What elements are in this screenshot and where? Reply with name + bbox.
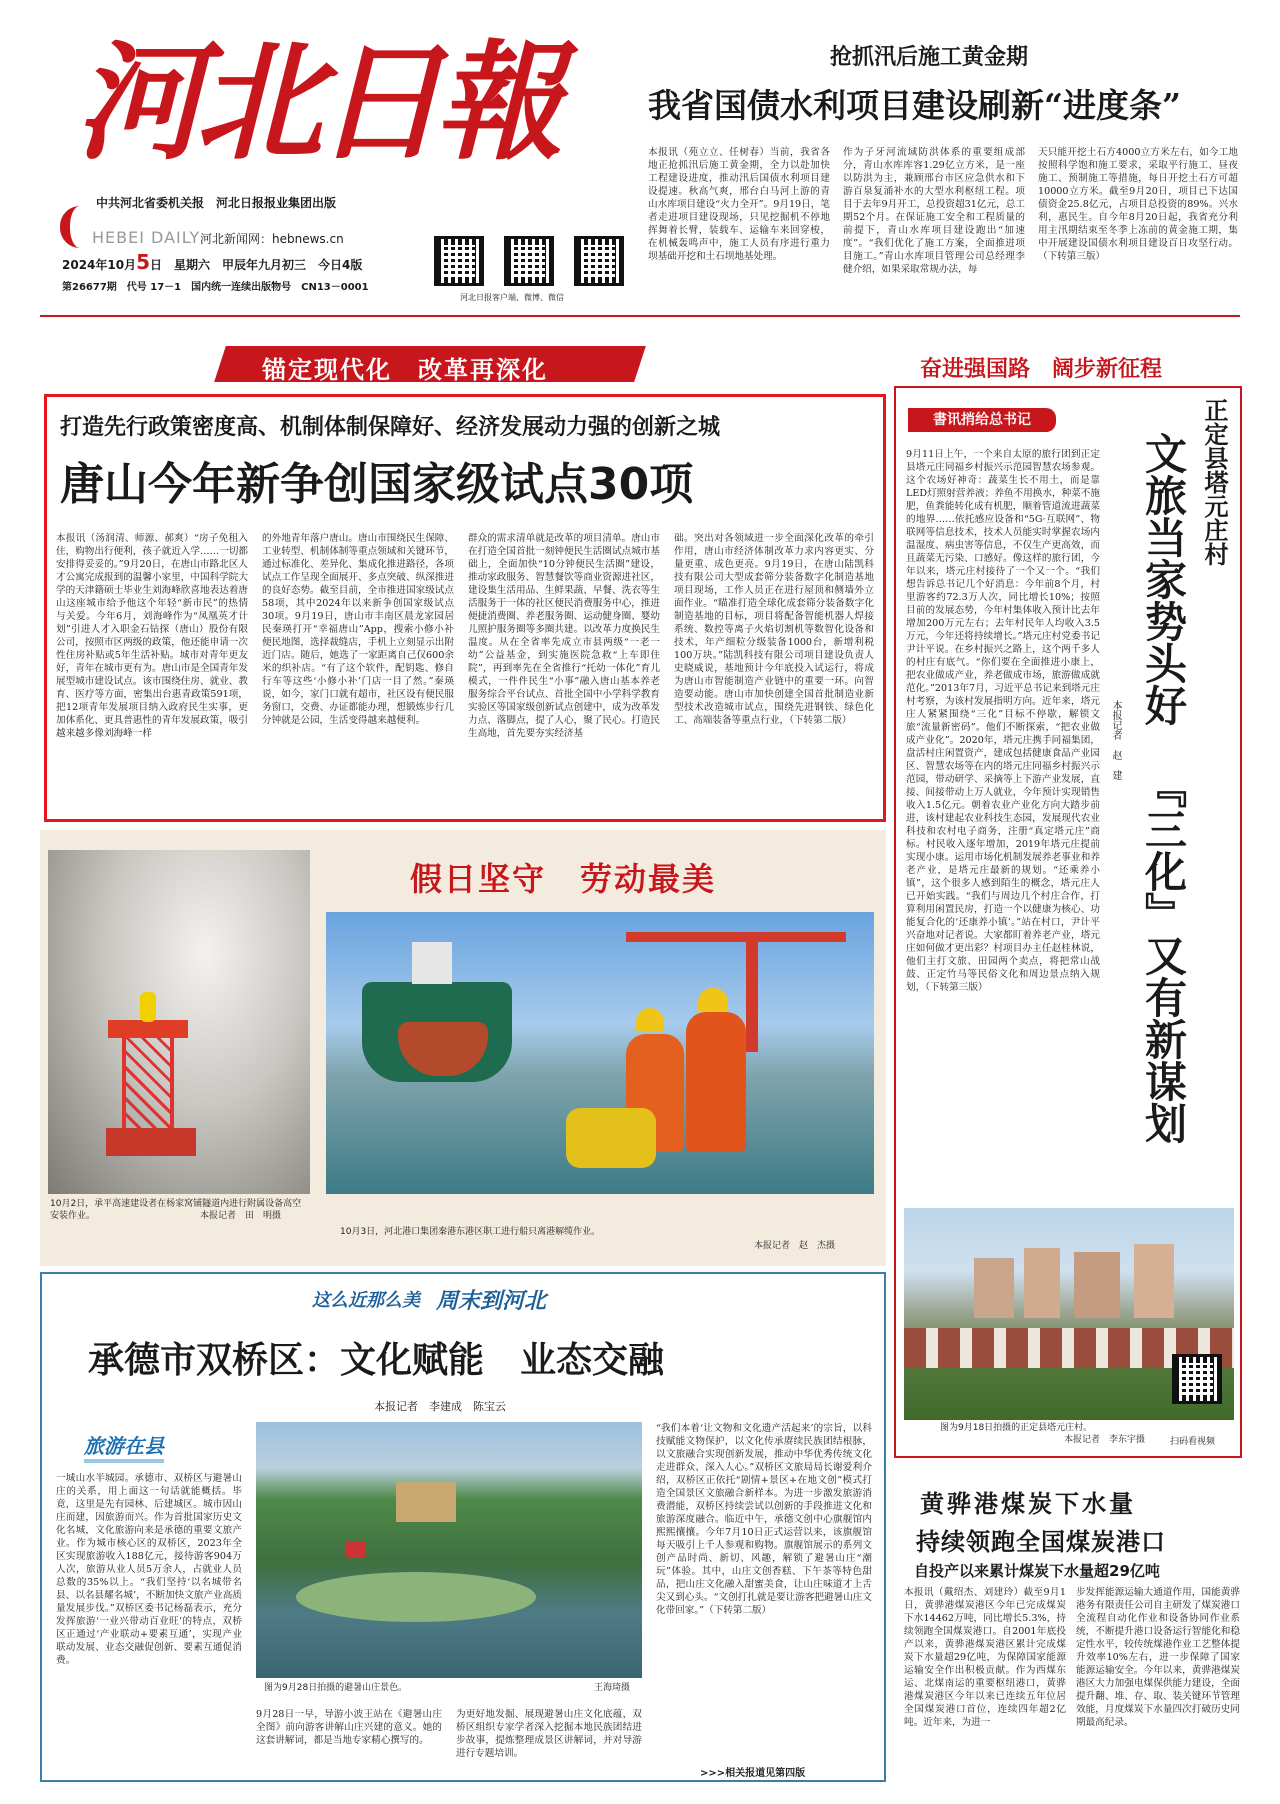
masthead-english: HEBEI DAILY — [92, 228, 201, 247]
feature-byline: 本报记者 李建成 陈宝云 — [374, 1400, 506, 1413]
side-badge: 書讯捎给总书记 — [908, 408, 1056, 432]
lead-headline: 唐山今年新争创国家级试点30项 — [60, 459, 694, 510]
lead-subtitle: 打造先行政策密度高、机制体制保障好、经济发展动力强的创新之城 — [60, 414, 721, 440]
lead-col: 群众的需求清单就是改革的项目清单。唐山市在打造全国首批一刻钟便民生活圈试点城市基础上，全面加快“10分钟便民生活圈”建设，推动家政服务、智慧餐饮等商业资源进社区，建设集生活用品、生鲜果蔬、早餐、洗衣等生活服务于一体的社区便民消费服务中心，推进便捷消费圈、养老服务圈、运动健身圈、婴幼儿照护服务圈等多圈共建。以改革力度换民生温度。从在全省率先成立市县两级“一老一幼”公益基金，到实施医院急救“上车即住院”，再到率先在全省推行“托幼一体化”育儿模式，一件件民生“小事”融入唐山基本养老服务综合平台试点、首批全国中小学科学教育实验区等国家级创新试点创建中，成为改革发力点、落脚点，提了人心，聚了民心。打造民生高地，首先要夯实经济基 — [468, 533, 660, 739]
date-prefix: 2024年10月 — [62, 258, 137, 272]
port-caption: 10月3日，河北港口集团秦港东港区职工进行船只离港解缆作业。 — [340, 1227, 601, 1237]
tunnel-credit: 本报记者 田 明摄 — [200, 1211, 282, 1221]
side-photo-credit: 本报记者 李东宇摄 — [1064, 1435, 1146, 1445]
masthead-serial: 第26677期 代号 17－1 国内统一连续出版物号 CN13－0001 — [62, 282, 369, 293]
banner-left-text: 锚定现代化 改革再深化 — [262, 356, 548, 384]
resort-photo-credit: 王海琦摄 — [594, 1683, 631, 1693]
divider — [40, 315, 1240, 317]
lead-col: 的外地青年落户唐山。唐山市围绕民生保障、工业转型、机制体制等重点领域和关键环节，通过标准化、差异化、集成化推进路径，各项试点工作呈现全面展开、多点突破、纵深推进的良好态势。截至目前，全市推进国家级试点58项，其中2024年以来新争创国家级试点30项。9月19日，唐山市丰南区晨龙家园居民秦瑛打开“幸福唐山”App，搜索小修小补便民地图，选择裁缝店，手机上立刻显示出附近门店。随后，她选了一家距离自己仅600余米的织补店。“有了这个软件，配钥匙、修自行车等这些‘小修小补’门店一目了然。”秦瑛说，如今，家门口就有超市，社区设有便民服务窗口，交费、办证都能办理，想锻炼步行几分钟就是公园，生活变得越来越便利。 — [262, 533, 454, 726]
side-village: 正定县塔元庄村 — [1200, 398, 1229, 566]
qr-code-icon[interactable] — [1172, 1354, 1222, 1404]
feature-tag: 旅游在县 — [84, 1430, 164, 1463]
coal-col: 本报讯（戴绍杰、刘建玲）截至9月1日，黄骅港煤炭港区今年已完成煤炭下水14462万吨，同比增长5.3%，持续领跑全国煤炭港口。自2001年底投产以来，黄骅港煤炭港区累计完成煤炭下水量超29亿吨，为保障国家能源运输安全作出积极贡献。作为西煤东运、北煤南运的重要枢纽港口，黄骅港煤炭港区今年以来已连续五年位居全国煤炭港口首位，连续四年超2亿吨。近年来，为进一 — [904, 1587, 1066, 1728]
top-story-col: 本报讯（苑立立、任树春）当前，我省各地正抢抓汛后施工黄金期，全力以赴加快工程建设进度，推动汛后国债水利项目建设提速。秋高气爽，邢台白马河上游的青山水库项目建设“火力全开”。9月19日，笔者走进项目建设现场，只见挖掘机不停地挥舞着长臂，装载车、运输车来回穿梭，在机械轰鸣声中，施工人员有序进行重力坝基础开挖和土石坝地基处理。 — [648, 147, 830, 262]
tunnel-caption: 10月2日，承平高速建设者在杨家窝铺隧道内进行附属设备高空安装作业。 — [50, 1199, 302, 1221]
coal-headline-b: 持续领跑全国煤炭港口 — [916, 1527, 1166, 1556]
date-suffix: 日 星期六 甲辰年九月初三 今日4版 — [150, 258, 363, 272]
coal-col: 步发挥能源运输大通道作用，国能黄骅港务有限责任公司自主研发了煤炭港口全流程自动化作业和设备协同作业系统，不断提升港口设备运行智能化和稳定性水平，较传统煤港作业工艺整体提升效率10%左右，进一步保障了国家能源运输安全。今年以来，黄骅港煤炭港区大力加强电煤保供能力建设，全面提升翻、堆、存、取、装关键环节管理效能，月度煤炭下水量四次打破历史同期最高纪录。 — [1076, 1587, 1240, 1728]
resort-photo-caption: 图为9月28日拍摄的避暑山庄景色。 — [264, 1683, 408, 1693]
side-qr-caption: 扫码看视频 — [1170, 1437, 1216, 1447]
tunnel-photo — [48, 850, 310, 1194]
feature-slogan-b: 周末到河北 — [436, 1289, 547, 1314]
feature-headline: 承德市双桥区：文化赋能 业态交融 — [88, 1339, 665, 1381]
summer-resort-photo — [256, 1422, 642, 1678]
feature-ref-link[interactable]: >>>相关报道见第四版 — [700, 1768, 806, 1779]
feature-col: 为更好地发掘、展现避暑山庄文化底蕴，双桥区组织专家学者深入挖掘本地民族团结进步故事，提炼整理成景区讲解词，并对导游进行专题培训。 — [456, 1709, 642, 1759]
qr-code-icon[interactable] — [434, 236, 484, 286]
lead-col: 础。突出对各领域进一步全面深化改革的牵引作用，唐山市经济体制改革力求内容更实、分量更重、成色更亮。9月19日，在唐山陆凯科技有限公司大型成套筛分装备数字化制造基地项目现场，工作人员正在进行屋顶和侧墙外立面作业。“瞄准打造全球化成套筛分装备数字化制造基地的目标，项目将配备智能机器人焊接系统、数控等离子火焰切割机等数智化设备和技术，年产细粒分级装备1000台，新增利税100万块。”陆凯科技有限公司项目建设负责人史晓威说，基地预计今年底投入试运行，将成为唐山市智能制造产业链中的重要一环。向智造要动能。唐山市加快创建全国首批制造业新型技术改造城市试点，围绕先进钢铁、绿色化工、高端装备等重点行业，（下转第二版） — [674, 533, 874, 726]
port-photo — [326, 912, 874, 1194]
side-body: 9月11日上午，一个来自太原的旅行团到正定县塔元庄同福乡村振兴示范园智慧农场参观。这个农场好神奇：蔬菜生长不用土，而是靠LED灯照射营养液；养鱼不用换水，种菜不施肥，鱼粪能转化成有机肥，顺着管道流进蔬菜的地界……依托感应设备和“5G·互联网”、物联网等信息技术，技术人员能实时掌握农场内温湿度、病虫害等信息，不仅生产更高效，而且蔬菜无污染、口感好。像这样的旅行团，今年以来，塔元庄村接待了一个又一个。“我们想告诉总书记几个好消息：今年前8个月，村里游客约72.3万人次，同比增长10%；按照目前的发展态势，今年村集体收入预计比去年增加200万元左右；去年村民年人均收入3.5万元，今年还将持续增长。”塔元庄村党委书记尹计平说。在乡村振兴之路上，这个两千多人的村庄有底气。“你们要在全面推进小康上，把农业做成产业，养老做成市场，旅游做成就范化。”2013年7月，习近平总书记来到塔元庄村考察，为该村发展指明方向。近年来，塔元庄人紧紧围绕“三化”目标不停歇，解锁文旅“流量新密码”。他们不断探索，“把农业做成产业化”。2020年，塔元庄携手同福集团，盘活村庄闲置资产，建成包括健康食品产业园区、智慧农场等在内的塔元庄同福乡村振兴示范园，带动研学、采摘等上下游产业发展，直接、间接带动上万人就业，今年预计实现销售收入1.5亿元。朝着农业产业化方向大踏步前进，该村建起农业科技生态园，发展现代农业科技和农村电子商务，注册“真定塔元庄”商标。村民收入逐年增加，2019年塔元庄提前实现小康。运用市场化机制发展养老事业和养老产业，是塔元庄最新的规划。“还乘养小镇”，这个很多人感到陌生的概念，塔元庄人已开始实践。“我们与周边几个村庄合作，打算利用闲置民房，打造一个以健康为核心、功能复合化的‘还康养小镇’。”站在村口，尹计平兴奋地对记者说。大家都盯着养老产业，塔元庄如何做才更出彩？村项目办主任赵桂林说，他们主打文旅、田园两个卖点，将把常山战鼓、正定竹马等民俗文化和周边景点纳入规划，（下转第三版） — [906, 449, 1100, 993]
masthead-title: 河北日報 — [75, 28, 556, 178]
lead-col: 本报讯（汤润清、师源、郝爽）“房子免租入住，购物出行便利，孩子就近入学……一切都安排得妥妥的。”9月20日，在唐山市路北区人才公寓完成报到的温馨小家里，中国科学院大学的天津籍硕士毕业生刘海峰欣喜地表达着唐山这座城市给予他这个年轻“新市民”的热情与关爱。今年6月，刘海峰作为“凤凰英才计划”引进人才入职金石钻探（唐山）股份有限公司，按照市区两级的政策，他还能申请一次性住房补贴或5年生活补贴。城市对青年更友好，青年在城市更有为。唐山市是全国青年发展型城市建设试点。该市围绕住房、就业、教育、医疗等方面，密集出台惠青政策591项，把12项青年发展项目纳入政府民生实事，更加体系化、更具普惠性的青年发展政策，吸引越来越多像刘海峰一样 — [56, 533, 248, 739]
hebei-daily-logo-icon — [60, 206, 86, 248]
coal-subtitle: 自投产以来累计煤炭下水量超29亿吨 — [914, 1562, 1160, 1580]
masthead-site[interactable]: 河北新闻网：hebnews.cn — [200, 232, 344, 246]
masthead-sponsor: 中共河北省委机关报 河北日报报业集团出版 — [96, 196, 337, 210]
side-headline-b: 『三化』又有新谋划 — [1139, 766, 1188, 1144]
feature-slogan-a: 这么近那么美 — [312, 1290, 420, 1311]
top-story-headline: 我省国债水利项目建设刷新“进度条” — [648, 86, 1181, 125]
masthead-qr-caption: 河北日报客户端、微博、微信 — [460, 293, 564, 302]
top-story-col: 作为子牙河流域防洪体系的重要组成部分，青山水库库容1.29亿立方米，是一座以防洪为主，兼顾邢台市区应急供水和下游百泉复涌补水的大型水利枢纽工程。项目于去年9月开工，总投资超31亿元，总工期52个月。在保证施工安全和工程质量的前提下，青山水库项目建设跑出“加速度”。“我们优化了施工方案，全面推进项目施工。”青山水库项目管理公司总经理李健介绍，如果采取常规办法，每 — [843, 147, 1025, 275]
top-story-col: 天只能开挖土石方4000立方米左右，如今工地按照科学饱和施工要求，采取平行施工、昼夜施工、预制施工等措施，每日开挖土石方可超10000立方米。截至9月20日，项目已下达国债资金25.8亿元，占项目总投资的89%。兴水利，惠民生。自今年8月20日起，我省充分利用主汛期结束至冬季上冻前的黄金施工期，集中开展建设国债水利项目建设百日攻坚行动。（下转第三版） — [1038, 147, 1238, 262]
masthead-date — [62, 250, 362, 274]
masthead — [40, 20, 640, 310]
top-story-kicker: 抢抓汛后施工黄金期 — [830, 44, 1029, 70]
side-byline: 本报记者 赵 建 — [1110, 700, 1121, 780]
side-headline-a: 文旅当家势头好 — [1139, 432, 1188, 726]
feature-col: 一城山水半城园。承德市、双桥区与避暑山庄的关系，用上面这一句话就能概括。毕竟，这里是先有园林、后建城区。城市因山庄而建，因旅游而兴。作为首批国家历史文化名城，文化旅游向来是承德的重要文旅产业。作为城市核心区的双桥区，2023年全区实现旅游收入188亿元，接待游客904万人次，旅游从业人员5万余人，占就业人员总数的35%以上。“我们坚持‘以名城带名县、以名县耀名城’，不断加快文旅产业高质量发展步伐。”双桥区委书记杨磊表示，充分发挥旅游‘一业兴带动百业旺’的特点，双桥区正通过‘产业联动+要素互通’，实现产业联动发展、业态交融促创新、要素互通促消费。 — [56, 1473, 242, 1666]
date-day: 5 — [136, 250, 151, 274]
qr-code-icon[interactable] — [504, 236, 554, 286]
tayuanzhuang-photo — [904, 1208, 1234, 1420]
side-photo-caption: 图为9月18日拍摄的正定县塔元庄村。 — [940, 1423, 1093, 1433]
photo-section-title: 假日坚守 劳动最美 — [410, 860, 717, 898]
feature-col: “我们本着‘让文物和文化遗产活起来’的宗旨，以科技赋能文物保护，以文化传承赓续民族团结根脉，以文旅融合实现创新发展，推动中华优秀传统文化走进群众、深入人心。”双桥区文旅局局长谢爱利介绍，双桥区正依托“剧情+景区+在地文创”模式打造全国景区文旅融合新样本。为进一步激发旅游消费潜能，双桥区持续尝试以创新的手段推进文化和旅游深度融合。临近中午，承德文创中心旗舰馆内熙熙攘攘。今年7月10日正式运营以来，该旗舰馆每天吸引上千人参观和购物。旗舰馆展示的系列文创产品时尚、新切、风趣，解锁了避暑山庄“潮玩”体验。其中，山庄文创香糕、下午茶等特色甜品，把山庄文化融入甜蜜美食，让山庄味道才上舌尖又到心头。“文创打扎就是要让游客把避暑山庄文化带回家。”（下转第二版） — [656, 1423, 872, 1616]
coal-headline-a: 黄骅港煤炭下水量 — [920, 1489, 1136, 1518]
port-credit: 本报记者 赵 杰摄 — [754, 1241, 836, 1251]
qr-code-icon[interactable] — [574, 236, 624, 286]
feature-col: 9月28日一早，导游小波王站在《避暑山庄全图》前向游客讲解山庄兴建的意义。她的这套讲解词，都是当地专家精心撰写的。 — [256, 1709, 442, 1746]
banner-right-text: 奋进强国路 阔步新征程 — [920, 357, 1163, 382]
